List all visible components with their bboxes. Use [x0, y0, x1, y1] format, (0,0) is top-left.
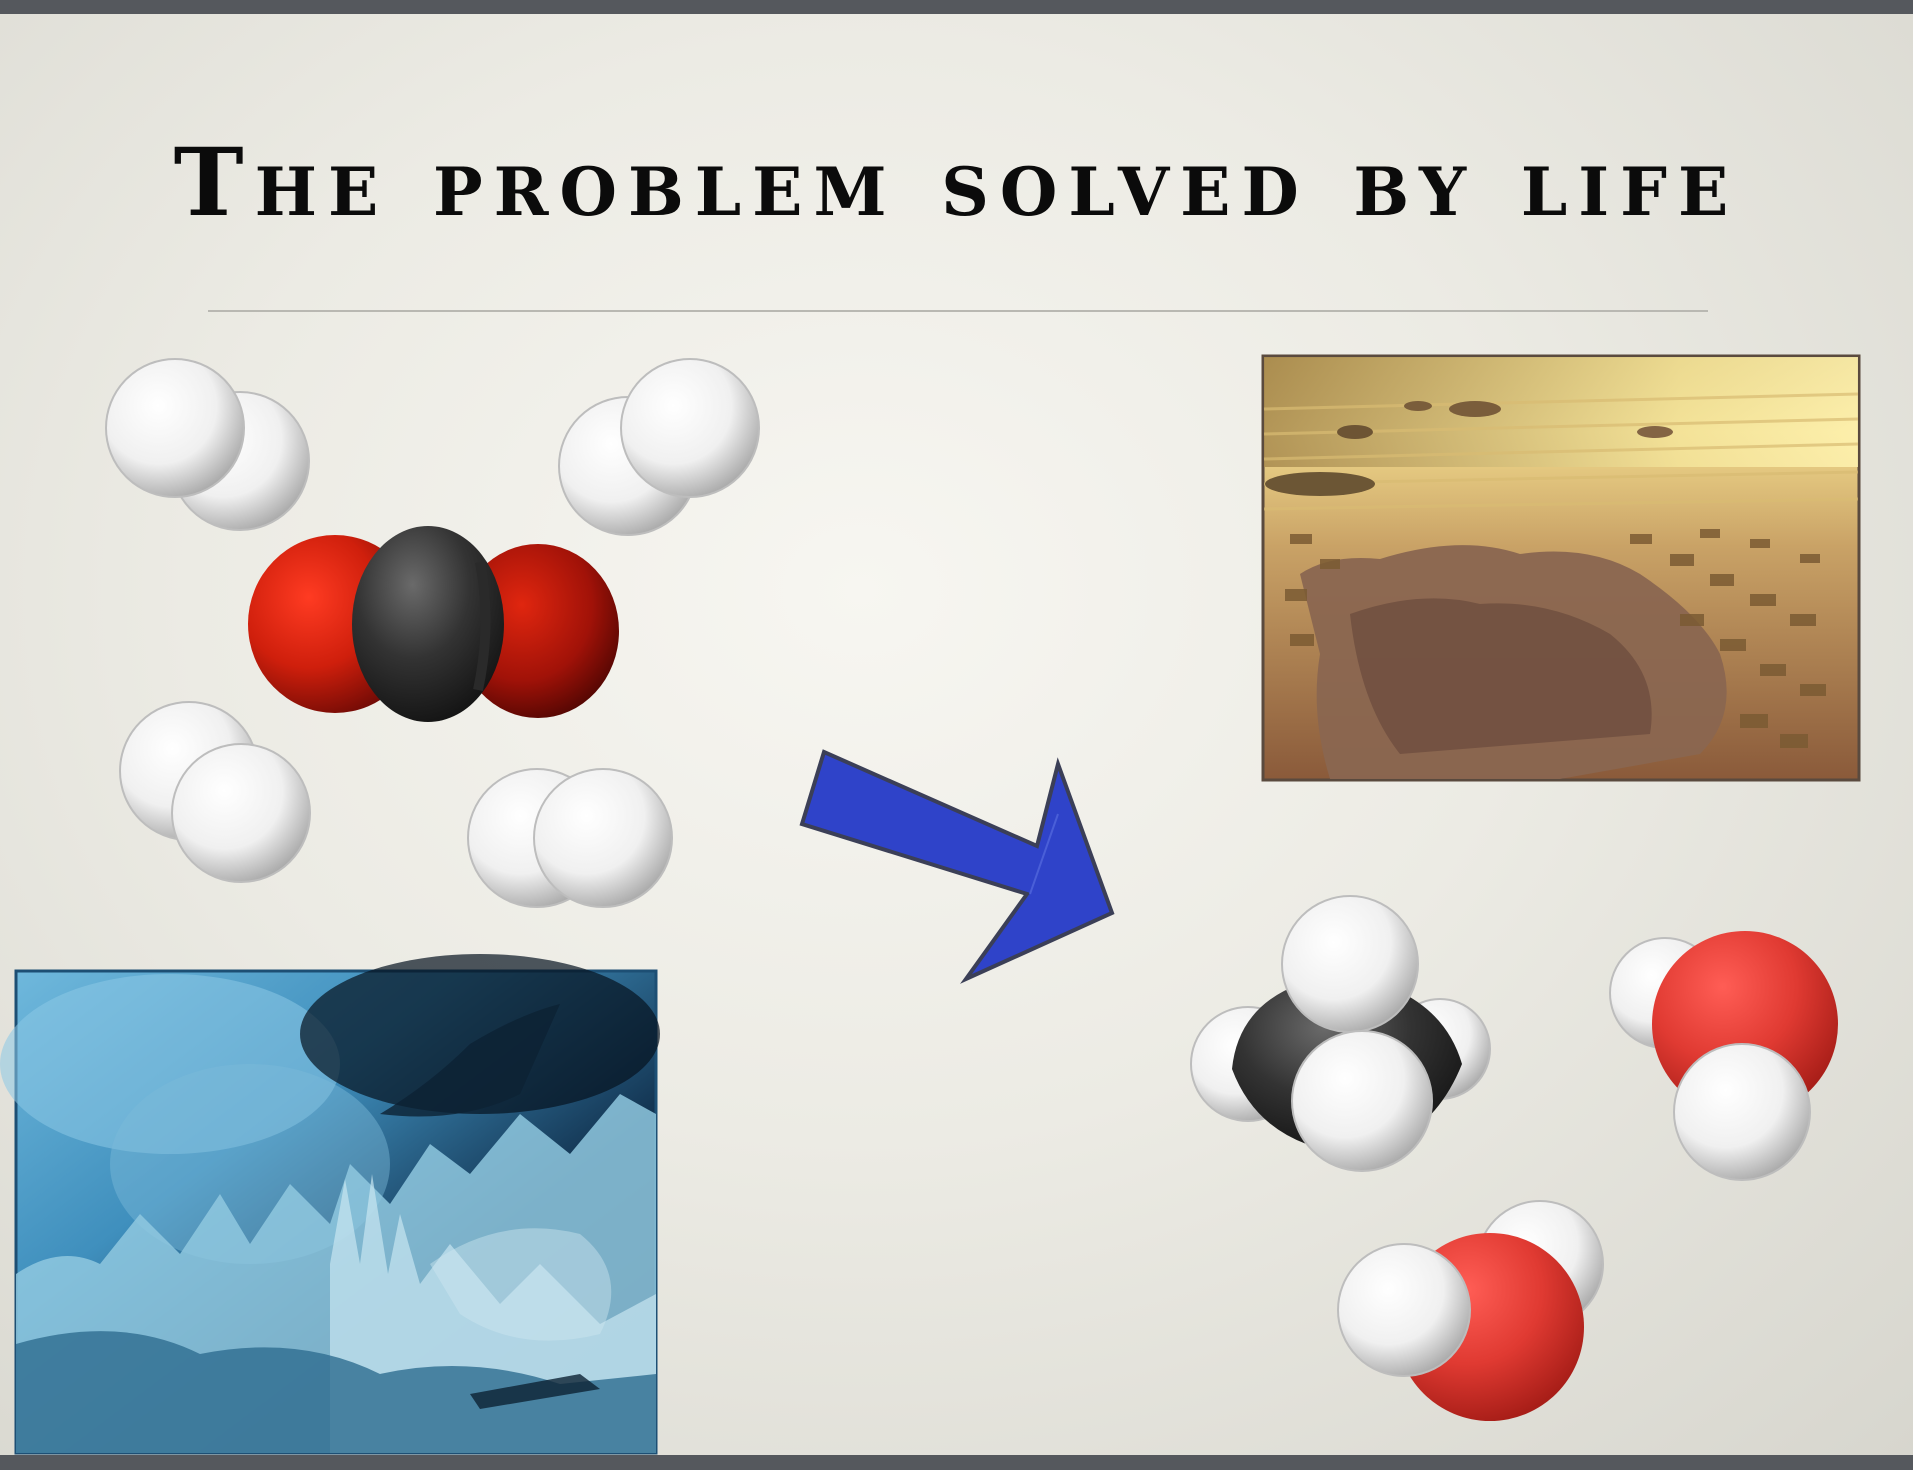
hydrogen-molecule — [468, 769, 672, 907]
slide-artwork — [0, 14, 1913, 1455]
hydrogen-molecule — [106, 359, 309, 530]
methane-molecule — [1191, 896, 1490, 1171]
early-earth-landscape-photo — [1263, 356, 1859, 780]
slide-title: The problem solved by life — [173, 128, 1740, 238]
water-molecule — [1610, 931, 1838, 1180]
hydrogen-molecule — [120, 702, 310, 882]
slide — [0, 14, 1913, 1455]
hydrogen-molecule — [559, 359, 759, 535]
water-molecule — [1338, 1201, 1603, 1421]
carbon-dioxide-molecule — [248, 526, 619, 722]
hydrothermal-vent-photo — [0, 954, 660, 1453]
arrow-icon — [802, 752, 1112, 979]
